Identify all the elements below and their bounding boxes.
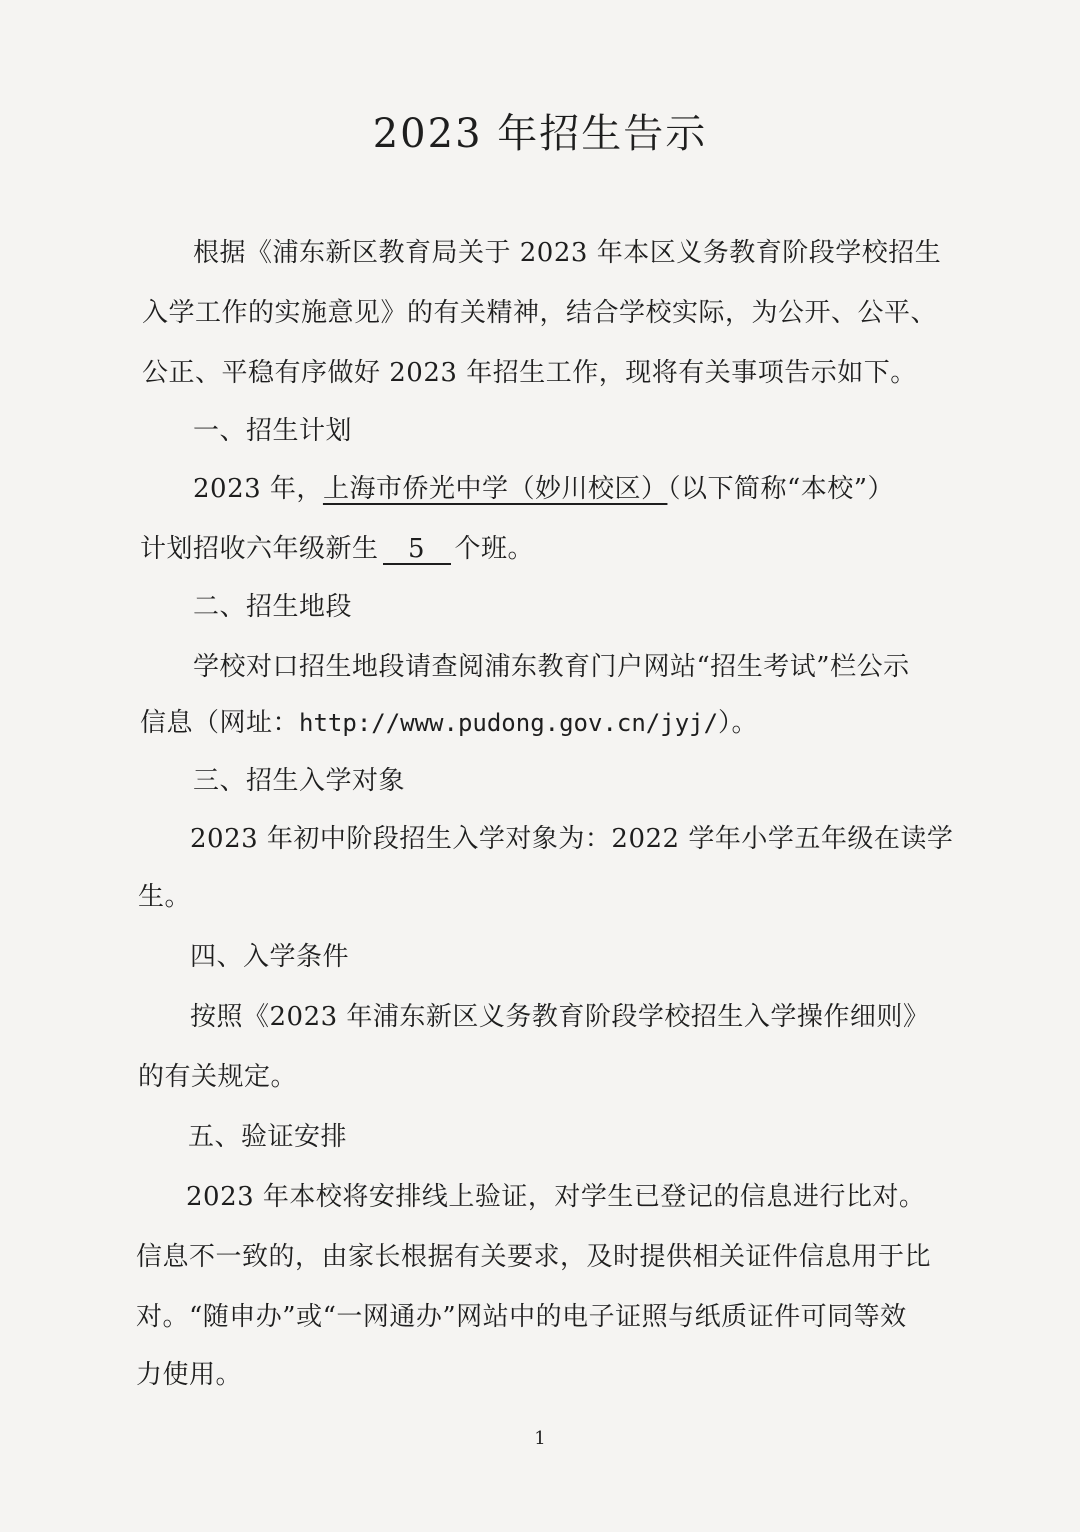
- section-5-heading: 五、验证安排: [188, 1122, 348, 1152]
- section-1-line-2-prefix: 计划招收六年级新生: [140, 534, 379, 564]
- intro-line-1: 根据《浦东新区教育局关于 2023 年本区义务教育阶段学校招生: [193, 238, 942, 268]
- school-name: 上海市侨光中学（妙川校区）: [322, 474, 668, 504]
- class-count: 5: [383, 535, 451, 565]
- section-2-line-2: [140, 702, 758, 739]
- section-3-line-2: 生。: [138, 882, 192, 912]
- section-2-line-2-suffix: ）。: [718, 708, 759, 738]
- intro-line-2: 入学工作的实施意见》的有关精神，结合学校实际，为公开、公平、: [142, 298, 938, 328]
- section-1-prefix: 2023 年，: [193, 474, 323, 504]
- section-3-heading: 三、招生入学对象: [193, 766, 406, 796]
- section-5-line-2: 信息不一致的，由家长根据有关要求，及时提供相关证件信息用于比: [136, 1242, 932, 1272]
- section-2-line-1: 学校对口招生地段请查阅浦东教育门户网站“招生考试”栏公示: [193, 652, 910, 682]
- intro-line-3: 公正、平稳有序做好 2023 年招生工作，现将有关事项告示如下。: [142, 358, 917, 388]
- section-2-line-2-prefix: 信息（网址：: [140, 708, 300, 738]
- page-title: 2023 年招生告示: [372, 111, 708, 157]
- section-5-line-4: 力使用。: [136, 1360, 243, 1390]
- section-3-line-1: 2023 年初中阶段招生入学对象为：2022 学年小学五年级在读学: [190, 824, 954, 854]
- section-4-line-1: 按照《2023 年浦东新区义务教育阶段学校招生入学操作细则》: [190, 1002, 930, 1032]
- page-number: 1: [534, 1428, 546, 1449]
- section-1-line-1: [193, 468, 894, 505]
- section-1-suffix: （以下简称“本校”）: [667, 474, 895, 504]
- portal-url: http://www.pudong.gov.cn/jyj/: [299, 709, 719, 737]
- section-5-line-3: 对。“随申办”或“一网通办”网站中的电子证照与纸质证件可同等效: [136, 1302, 907, 1332]
- section-1-heading: 一、招生计划: [193, 416, 353, 446]
- section-4-line-2: 的有关规定。: [138, 1062, 298, 1092]
- section-1-line-2: [140, 528, 534, 565]
- section-5-line-1: 2023 年本校将安排线上验证，对学生已登记的信息进行比对。: [186, 1182, 926, 1212]
- section-1-line-2-suffix: 个班。: [454, 534, 535, 564]
- section-2-heading: 二、招生地段: [193, 592, 353, 622]
- section-4-heading: 四、入学条件: [190, 942, 350, 972]
